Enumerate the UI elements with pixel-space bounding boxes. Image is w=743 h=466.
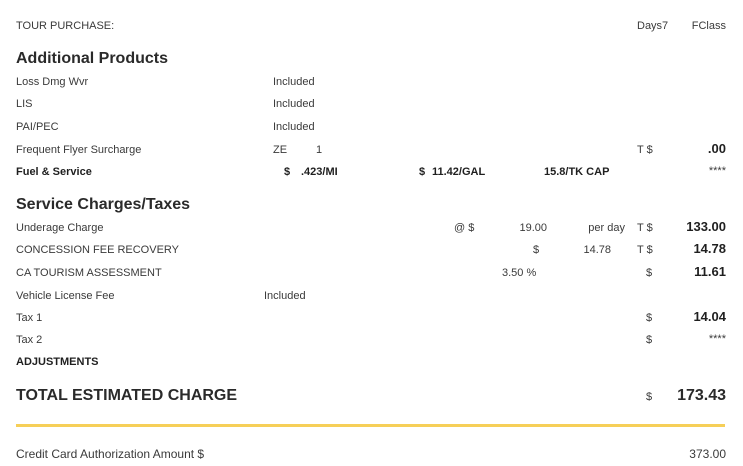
underage-amount: 133.00: [686, 219, 726, 234]
concession-label: CONCESSION FEE RECOVERY: [16, 244, 179, 256]
fuel-gal-currency: $: [419, 166, 426, 178]
underage-label: Underage Charge: [16, 222, 104, 234]
tourism-label: CA TOURISM ASSESSMENT: [16, 267, 162, 279]
lis-value: Included: [273, 98, 315, 110]
vlf-value: Included: [264, 290, 306, 302]
fuel-label: Fuel & Service: [16, 166, 92, 178]
auth-amount: 373.00: [689, 447, 726, 461]
concession-base: 14.78: [583, 244, 611, 256]
underage-rate: 19.00: [519, 222, 547, 234]
pai-label: PAI/PEC: [16, 121, 59, 133]
adjustments-label: ADJUSTMENTS: [16, 356, 99, 368]
tax1-amount: 14.04: [693, 309, 726, 324]
additional-products-heading: Additional Products: [16, 50, 168, 67]
lis-label: LIS: [16, 98, 33, 110]
tax2-currency: $: [646, 334, 653, 346]
tax1-currency: $: [646, 312, 653, 324]
tourism-currency: $: [646, 267, 653, 279]
ffs-qty: 1: [316, 144, 323, 156]
pai-value: Included: [273, 121, 315, 133]
concession-currency: T $: [637, 244, 653, 256]
underage-at: @ $: [454, 222, 475, 234]
tax2-label: Tax 2: [16, 334, 43, 346]
total-divider: [16, 424, 725, 427]
ffs-amount: .00: [707, 141, 726, 156]
underage-currency: T $: [637, 222, 653, 234]
loss-dmg-label: Loss Dmg Wvr: [16, 76, 89, 88]
tourism-amount: 11.61: [694, 264, 726, 279]
class-label: FClass: [691, 20, 726, 32]
total-label: TOTAL ESTIMATED CHARGE: [16, 387, 238, 404]
loss-dmg-value: Included: [273, 76, 315, 88]
ffs-label: Frequent Flyer Surcharge: [16, 144, 142, 156]
tax1-label: Tax 1: [16, 312, 43, 324]
fuel-per-gallon: 11.42/GAL: [432, 166, 486, 178]
fuel-amount: ****: [708, 165, 726, 177]
total-amount: 173.43: [677, 387, 726, 404]
fuel-tank-cap: 15.8/TK CAP: [544, 166, 610, 178]
days-label: Days7: [637, 20, 669, 32]
total-currency: $: [646, 391, 653, 403]
fuel-mi-currency: $: [284, 166, 291, 178]
fuel-per-mile: .423/MI: [301, 166, 338, 178]
service-charges-heading: Service Charges/Taxes: [16, 196, 191, 213]
tax2-amount: ****: [708, 333, 726, 345]
tour-purchase-label: TOUR PURCHASE:: [16, 20, 115, 32]
ffs-currency: T $: [637, 144, 653, 156]
auth-label: Credit Card Authorization Amount $: [16, 447, 205, 461]
concession-amount: 14.78: [693, 241, 726, 256]
ffs-code: ZE: [273, 144, 288, 156]
vlf-label: Vehicle License Fee: [16, 290, 115, 302]
underage-unit: per day: [588, 222, 625, 234]
tourism-percent: 3.50 %: [502, 267, 537, 279]
concession-currency-1: $: [533, 244, 540, 256]
